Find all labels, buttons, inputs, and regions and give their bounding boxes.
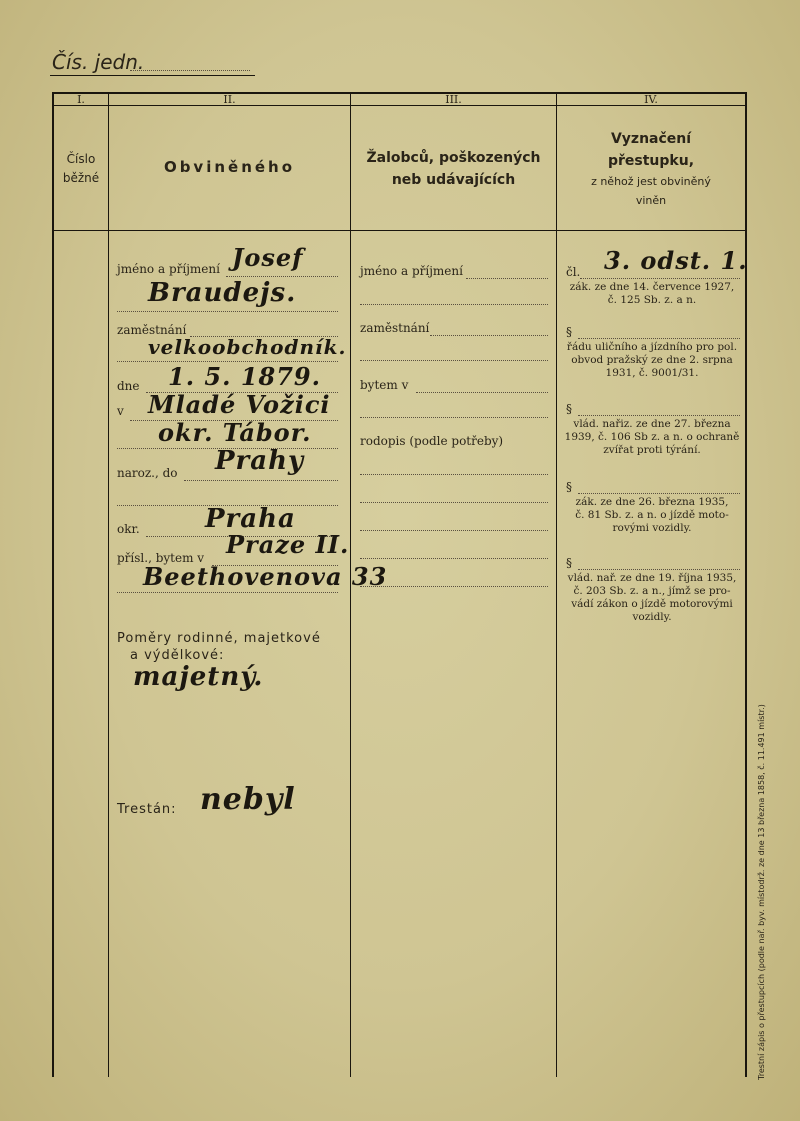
accused-district-label: okr. <box>117 522 140 536</box>
accused-occupation: velkoobchodník. <box>148 335 347 359</box>
accused-district: Praha <box>205 504 296 534</box>
offense-law5 <box>562 572 742 624</box>
offense-law2 <box>562 341 742 380</box>
accused-conditions-label <box>117 630 321 664</box>
accused-domicile-label: přísl., bytem v <box>117 551 205 565</box>
col1-header-line2: běžné <box>62 171 100 185</box>
complainant-genealogy-label: rodopis (podle potřeby) <box>360 434 504 448</box>
complainant-genealogy-dotline3 <box>360 530 548 531</box>
accused-residence-label: naroz., do <box>117 466 178 480</box>
cis-jedn-dotline <box>130 70 250 71</box>
accused-convicted-label: Trestán: <box>117 802 177 817</box>
offense-law2-line1: řádu uličního a jízdního pro pol. <box>566 341 738 353</box>
accused-name-label: jméno a příjmení <box>117 262 220 276</box>
offense-section3-dotline <box>578 415 740 416</box>
offense-section2-dotline <box>578 338 740 339</box>
col3-header <box>351 147 556 191</box>
offense-section4-dotline <box>578 493 740 494</box>
col4-header-line2: přestupku, <box>607 153 695 169</box>
col3-divider <box>556 92 557 1077</box>
col1-divider <box>108 92 109 1077</box>
accused-conditions-label-line1: Poměry rodinné, majetkové <box>117 631 321 646</box>
complainant-occupation-dotline1 <box>430 335 548 336</box>
accused-convicted: nebyl <box>200 782 296 817</box>
offense-law3 <box>562 418 742 457</box>
offense-law5-line4: vozidly. <box>632 611 672 623</box>
offense-law3-line1: vlád. nařiz. ze dne 27. března <box>573 418 731 430</box>
accused-born-place-label: v <box>117 404 124 418</box>
cis-jedn-label: Čís. jedn. <box>52 50 145 74</box>
table-left-border <box>52 92 54 1077</box>
offense-section3-symbol: § <box>566 402 572 416</box>
accused-street-dotline <box>117 592 338 593</box>
col4-header <box>557 128 745 210</box>
col3-header-line1: Žalobců, poškozených <box>366 150 541 166</box>
offense-law5-line1: vlád. nař. ze dne 19. října 1935, <box>567 572 737 584</box>
complainant-genealogy-dotline4 <box>360 558 548 559</box>
offense-law4-line2: č. 81 Sb. z. a n. o jízdě moto- <box>575 509 729 521</box>
offense-law5-line3: vádí zákon o jízdě motorovými <box>571 598 733 610</box>
accused-born-place: Mladé Vožici <box>148 390 331 419</box>
side-note: Trestní zápis o přestupcích (podle nař. byv. místodrž. ze dne 13 března 1858, č. 11.491 místr.) <box>757 704 766 1080</box>
offense-law1-line1: zák. ze dne 14. července 1927, <box>569 281 735 293</box>
accused-name-dotline <box>226 276 338 277</box>
complainant-residence-dotline1 <box>416 392 548 393</box>
offense-article-dotline <box>580 278 740 279</box>
complainant-name-label: jméno a příjmení <box>360 264 463 278</box>
accused-born-district: okr. Tábor. <box>158 418 312 447</box>
col4-header-line4: viněn <box>635 194 667 207</box>
table-right-border <box>745 92 747 1077</box>
offense-law3-line3: zvířat proti týrání. <box>603 444 701 456</box>
col2-header: Obviněného <box>163 158 296 176</box>
offense-law4-line3: rovými vozidly. <box>612 522 692 534</box>
numeral-1: I. <box>77 93 85 106</box>
numeral-4: IV. <box>644 93 658 106</box>
complainant-occupation-label: zaměstnání <box>360 321 430 335</box>
complainant-occupation-dotline2 <box>360 360 548 361</box>
offense-law1-line2: č. 125 Sb. z. a n. <box>607 294 697 306</box>
col3-header-line2: neb udávajících <box>391 172 516 188</box>
header-bottom-border <box>52 230 747 231</box>
accused-surname: Braudejs. <box>148 278 297 308</box>
accused-residence-dotline <box>184 480 338 481</box>
offense-section5-symbol: § <box>566 556 572 570</box>
complainant-residence-dotline2 <box>360 417 548 418</box>
offense-section2-symbol: § <box>566 325 572 339</box>
col4-header-line1: Vyznačení <box>610 131 692 147</box>
offense-law3-line2: 1939, č. 106 Sb z. a n. o ochraně <box>564 431 740 443</box>
offense-law2-line2: obvod pražský ze dne 2. srpna <box>571 354 733 366</box>
col4-header-line3: z něhož jest obviněný <box>591 175 711 188</box>
accused-surname-dotline <box>117 311 338 312</box>
offense-law2-line3: 1931, č. 9001/31. <box>605 367 699 379</box>
col1-header-line1: Číslo <box>66 152 96 166</box>
accused-born-date-label: dne <box>117 379 140 393</box>
offense-section4-symbol: § <box>566 480 572 494</box>
offense-section5-dotline <box>578 569 740 570</box>
complainant-name-dotline2 <box>360 304 548 305</box>
accused-conditions-label-line2: a výdělkové: <box>130 648 225 663</box>
offense-law4-line1: zák. ze dne 26. března 1935, <box>575 496 729 508</box>
cis-jedn-underline <box>50 75 255 76</box>
offense-article: 3. odst. 1. <box>604 246 748 275</box>
offense-article-label: čl. <box>566 265 581 279</box>
accused-street: Beethovenova 33 <box>143 562 388 591</box>
accused-first-name: Josef <box>232 243 304 272</box>
accused-born-date: 1. 5. 1879. <box>168 362 321 391</box>
col1-header <box>54 150 108 188</box>
numeral-2: II. <box>223 93 236 106</box>
offense-law5-line2: č. 203 Sb. z. a n., jímž se pro- <box>573 585 731 597</box>
offense-law4 <box>562 496 742 535</box>
accused-residence: Prahy <box>215 446 305 476</box>
accused-occupation-label: zaměstnání <box>117 323 187 337</box>
offense-law1 <box>562 281 742 307</box>
complainant-genealogy-dotline5 <box>360 586 548 587</box>
complainant-residence-label: bytem v <box>360 378 409 392</box>
complainant-genealogy-dotline2 <box>360 502 548 503</box>
accused-domicile: Praze II. <box>226 530 350 559</box>
numeral-3: III. <box>445 93 462 106</box>
accused-conditions: majetný. <box>133 662 264 692</box>
complainant-genealogy-dotline1 <box>360 474 548 475</box>
complainant-name-dotline1 <box>466 278 548 279</box>
